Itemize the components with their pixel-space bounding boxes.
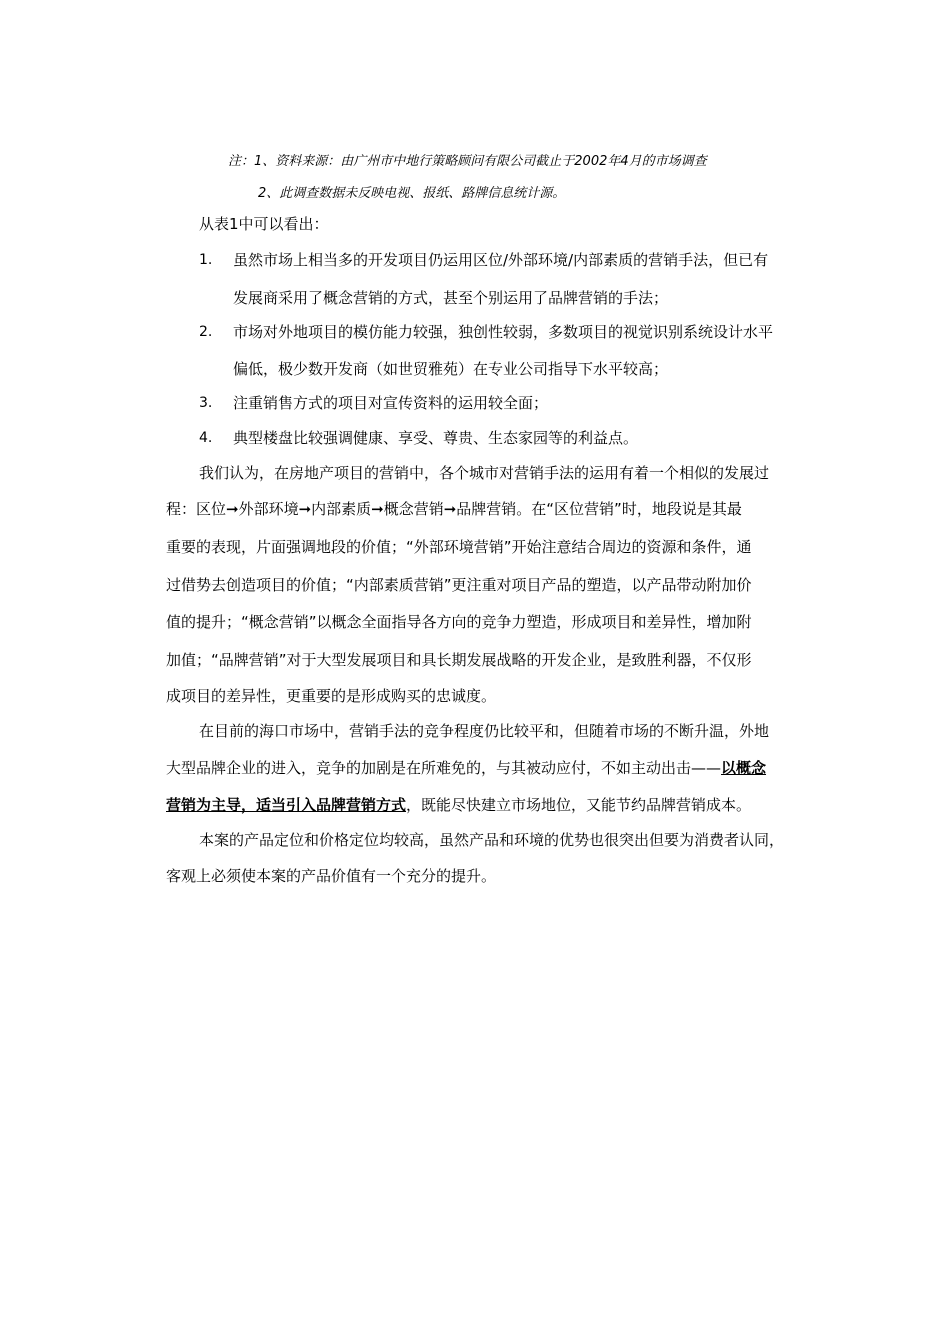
paragraph-line: 重要的表现，片面强调地段的价值；“外部环境营销”开始注意结合周边的资源和条件，通 bbox=[166, 538, 752, 556]
list-item-text: 虽然市场上相当多的开发项目仍运用区位/外部环境/内部素质的营销手法，但已有 bbox=[233, 251, 769, 269]
paragraph-line: 加值；“品牌营销”对于大型发展项目和具长期发展战略的开发企业，是致胜利器，不仅形 bbox=[166, 651, 752, 669]
list-item-text: 市场对外地项目的模仿能力较强，独创性较弱，多数项目的视觉识别系统设计水平 bbox=[233, 323, 774, 341]
list-number: 3. bbox=[199, 395, 213, 411]
emphasized-text: 以概念 bbox=[721, 759, 767, 777]
paragraph-line: 程：区位➞外部环境➞内部素质➞概念营销➞品牌营销。在“区位营销”时，地段说是其最 bbox=[166, 500, 742, 518]
intro-line: 从表1中可以看出： bbox=[199, 215, 329, 233]
list-item-text: 注重销售方式的项目对宣传资料的运用较全面； bbox=[233, 394, 549, 412]
paragraph-line: 本案的产品定位和价格定位均较高，虽然产品和环境的优势也很突出但要为消费者认同， bbox=[199, 831, 785, 849]
list-number: 4. bbox=[199, 430, 213, 446]
paragraph-text: 大型品牌企业的进入，竞争的加剧是在所难免的，与其被动应付，不如主动出击—— bbox=[166, 759, 722, 777]
list-item-text: 偏低，极少数开发商（如世贸雅苑）在专业公司指导下水平较高； bbox=[233, 360, 669, 378]
paragraph-line: 我们认为，在房地产项目的营销中，各个城市对营销手法的运用有着一个相似的发展过 bbox=[199, 464, 770, 482]
paragraph-text: ，既能尽快建立市场地位，又能节约品牌营销成本。 bbox=[406, 796, 752, 814]
data-note: 2、此调查数据未反映电视、报纸、路牌信息统计源。 bbox=[258, 186, 566, 201]
list-number: 1. bbox=[199, 252, 213, 268]
list-item-text: 典型楼盘比较强调健康、享受、尊贵、生态家园等的利益点。 bbox=[233, 429, 639, 447]
source-note: 注：1、资料来源：由广州市中地行策略顾问有限公司截止于2002年4月的市场调查 bbox=[228, 154, 707, 169]
paragraph-line: 过借势去创造项目的价值；“内部素质营销”更注重对项目产品的塑造，以产品带动附加价 bbox=[166, 576, 752, 594]
paragraph-line: 值的提升；“概念营销”以概念全面指导各方向的竞争力塑造，形成项目和差异性，增加附 bbox=[166, 613, 752, 631]
paragraph-line bbox=[166, 795, 751, 815]
emphasized-text: 营销为主导，适当引入品牌营销方式 bbox=[166, 796, 407, 814]
list-number: 2. bbox=[199, 324, 213, 340]
paragraph-line bbox=[166, 758, 766, 778]
paragraph-line: 客观上必须使本案的产品价值有一个充分的提升。 bbox=[166, 867, 497, 885]
paragraph-line: 成项目的差异性，更重要的是形成购买的忠诚度。 bbox=[166, 687, 497, 705]
list-item-text: 发展商采用了概念营销的方式，甚至个别运用了品牌营销的手法； bbox=[233, 289, 669, 307]
paragraph-line: 在目前的海口市场中，营销手法的竞争程度仍比较平和，但随着市场的不断升温，外地 bbox=[199, 722, 770, 740]
